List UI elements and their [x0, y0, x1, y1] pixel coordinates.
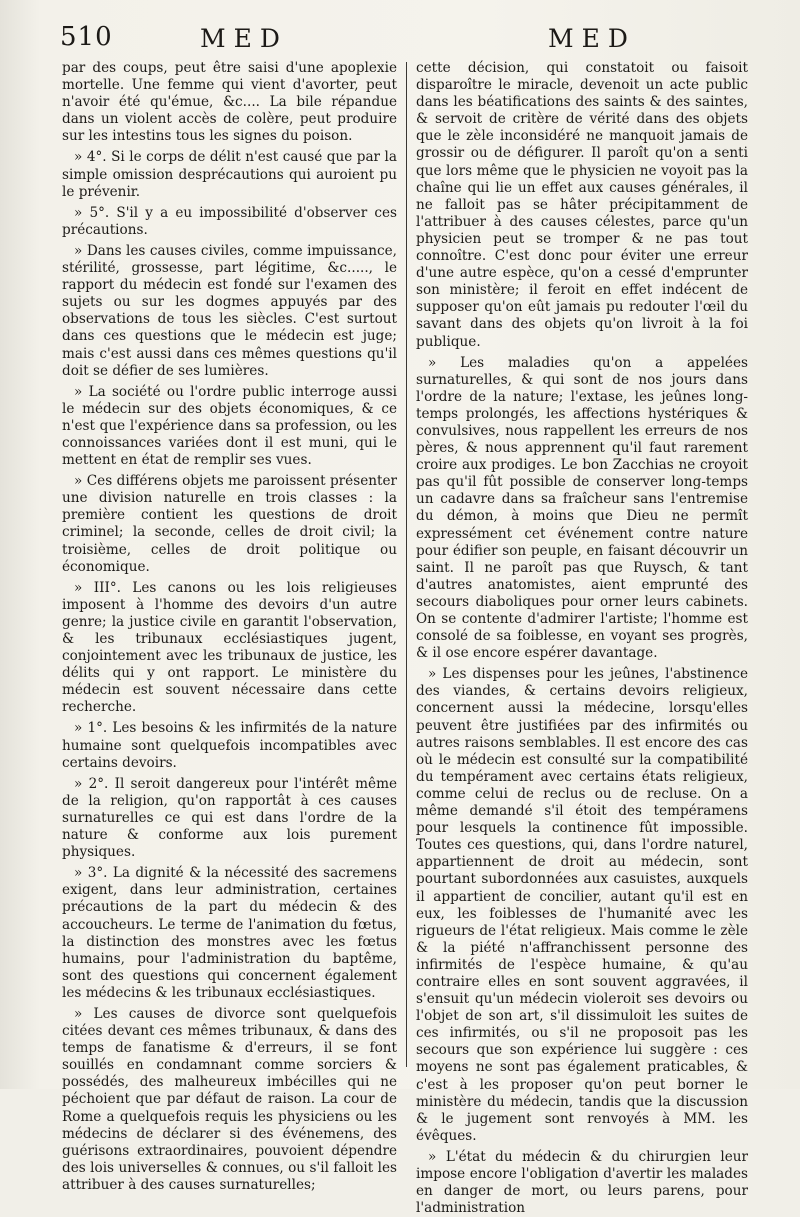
paragraph: » 3°. La dignité & la nécessité des sacremens exigent, dans leur administration, certaines précautions de la part du médecin & des accoucheurs. Le terme de l'animation du fœtus, la distinction des monstres avec les fœtus humains, pour l'administration du baptême, sont des questions qui concernent également les médecins & les tribunaux ecclésiastiques.: [62, 865, 397, 1002]
paragraph: » Les dispenses pour les jeûnes, l'abstinence des viandes, & certains devoirs religieux, concernent aussi la médecine, lorsqu'elles peuvent être justifiées par des infirmités ou autres raisons semblables. Il est encore des cas où le médecin est consulté sur la compatibilité du tempérament avec certains états religieux, comme celui de reclus ou de recluse. On a même demandé s'il étoit des tempéramens pour lesquels la continence fût impossible. Toutes ces questions, qui, dans l'ordre naturel, appartiennent de droit au médecin, sont pourtant subordonnées aux casuistes, auxquels il appartient de concilier, autant qu'il est en eux, les foiblesses de l'humanité avec les rigueurs de l'état religieux. Mais comme le zèle & la piété n'affranchissent personne des infirmités de l'espèce humaine, & qu'au contraire elles en sont souvent aggravées, il s'ensuit qu'un médecin violeroit ses devoirs ou l'objet de son art, s'il dissimuloit les suites de ces infirmités, ou s'il ne proposoit pas les secours que son expérience lui suggère : ces moyens ne sont pas également praticables, & c'est à les proposer qu'on peut borner le ministère du médecin, tandis que la discussion & le jugement sont renvoyés à MM. les évêques.: [416, 666, 748, 1145]
page-header: [0, 22, 800, 62]
page-number: 510: [60, 22, 113, 52]
right-column: [416, 60, 749, 1217]
paragraph: par des coups, peut être saisi d'une apoplexie mortelle. Une femme qui vient d'avorter, peut n'avoir été qu'émue, &c.... La bile répandue dans un violent accès de colère, peut produire sur les intestins tous les signes du poison.: [62, 60, 397, 145]
running-head-right: MED: [548, 24, 636, 53]
paragraph: » 1°. Les besoins & les infirmités de la nature humaine sont quelquefois incompatibles avec certains devoirs.: [62, 720, 397, 771]
paragraph: » 4°. Si le corps de délit n'est causé que par la simple omission desprécautions qui auroient pu le prévenir.: [62, 149, 397, 200]
column-divider: [406, 62, 407, 1067]
paragraph: » L'état du médecin & du chirurgien leur impose encore l'obligation d'avertir les malades en danger de mort, ou leurs parens, pour l'administration: [416, 1149, 748, 1217]
paragraph: » III°. Les canons ou les lois religieuses imposent à l'homme des devoirs d'un autre genre; la justice civile en garantit l'observation, & les tribunaux ecclésiastiques jugent, conjointement avec les tribunaux de justice, les délits qui y ont rapport. Le ministère du médecin est souvent nécessaire dans cette recherche.: [62, 580, 397, 717]
paragraph: » Ces différens objets me paroissent présenter une division naturelle en trois classes : la première contient les questions de droit criminel; la seconde, celles de droit civil; la troisième, celles de droit politique ou économique.: [62, 473, 397, 576]
paragraph: » Dans les causes civiles, comme impuissance, stérilité, grossesse, part légitime, &c....., le rapport du médecin est fondé sur l'examen des sujets ou sur les dogmes appuyés par des observations de tous les siècles. C'est surtout dans ces questions que le médecin est juge; mais c'est aussi dans ces mêmes questions qu'il doit se défier de ses lumières.: [62, 243, 397, 380]
paragraph: » Les causes de divorce sont quelquefois citées devant ces mêmes tribunaux, & dans des temps de fanatisme & d'erreurs, il se font souillés en condamnant comme sorciers & possédés, des malheureux imbécilles qui ne péchoient que par défaut de raison. La cour de Rome a quelquefois requis les physiciens ou les médecins de déclarer si des événemens, des guérisons extraordinaires, pouvoient dépendre des lois universelles & connues, ou s'il falloit les attribuer à des causes surnaturelles;: [62, 1006, 397, 1194]
paragraph: » Les maladies qu'on a appelées surnaturelles, & qui sont de nos jours dans l'ordre de la nature; l'extase, les jeûnes long-temps prolongés, les affections hystériques & convulsives, nous rappellent les erreurs de nos pères, & nous apprennent qu'il faut rarement croire aux prodiges. Le bon Zacchias ne croyoit pas qu'il fût possible de conserver long-temps un cadavre dans sa fraîcheur sans l'entremise du démon, à moins que Dieu ne permît expressément cet événement contre nature pour édifier son peuple, en faisant découvrir un saint. Il ne paroît pas que Ruysch, & tant d'autres anatomistes, aient emprunté des secours diaboliques pour orner leurs cabinets. On se contente d'admirer l'artiste; l'homme est consolé de sa foiblesse, en voyant ses progrès, & il ose encore espérer davantage.: [416, 355, 748, 663]
paragraph: » 5°. S'il y a eu impossibilité d'observer ces précautions.: [62, 205, 397, 239]
paragraph: » 2°. Il seroit dangereux pour l'intérêt même de la religion, qu'on rapportât à ces causes surnaturelles ce qui est dans l'ordre de la nature & conforme aux lois purement physiques.: [62, 776, 397, 861]
running-head-left: MED: [200, 24, 288, 53]
paragraph: cette décision, qui constatoit ou faisoit disparoître le miracle, devenoit un acte public dans les béatifications des saints & des saintes, & servoit de critère de vérité dans des objets que le zèle inconsidéré ne manquoit jamais de grossir ou de défigurer. Il paroît qu'on a senti que lors même que le physicien ne voyoit pas la chaîne qui lie un effet aux causes générales, il ne falloit pas se hâter précipitamment de l'attribuer à des causes célestes, parce qu'un physicien peut se tromper & ne pas tout connoître. C'est donc pour éviter une erreur d'une autre espèce, qu'on a cessé d'emprunter son ministère; il feroit en effet indécent de supposer qu'on eût jamais pu redouter l'œil du savant dans des objets qu'on livroit à la foi publique.: [416, 60, 748, 350]
left-column: [62, 60, 398, 1193]
paragraph: » La société ou l'ordre public interroge aussi le médecin sur des objets économiques, & ce n'est que l'expérience dans sa profession, ou les connoissances variées dont il est muni, qui le mettent en état de remplir ses vues.: [62, 384, 397, 469]
